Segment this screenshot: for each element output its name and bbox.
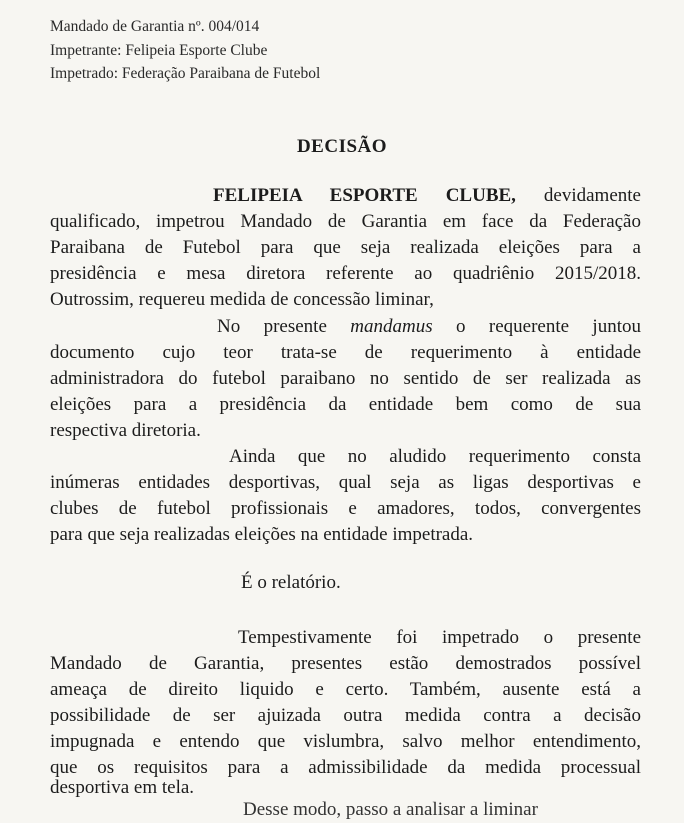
plaintiff: Impetrante: Felipeia Esporte Clube [50,42,268,59]
paragraph-3-line-3: clubes de futebol profissionais e amadores, todos, convergentes [50,498,641,519]
paragraph-1-line-1 [213,183,641,209]
paragraph-4-line-3: ameaça de direito liquido e certo. Também, ausente está a [50,679,641,700]
paragraph-2-post: o requerente juntou [432,316,641,337]
paragraph-2-line-3: administradora do futebol paraibano no sentido de ser realizada as [50,368,641,389]
paragraph-4-line-4: possibilidade de ser ajuizada outra medida contra a decisão [50,705,641,726]
cut-off-line: Desse modo, passo a analisar a liminar [243,799,538,820]
paragraph-1-line-4: presidência e mesa diretora referente ao quadriênio 2015/2018. [50,263,641,284]
defendant: Impetrado: Federação Paraibana de Futebol [50,65,321,82]
club-name: FELIPEIA ESPORTE CLUBE, [213,185,516,206]
paragraph-2-line-5: respectiva diretoria. [50,420,201,441]
case-number: Mandado de Garantia nº. 004/014 [50,18,260,35]
paragraph-3-line-4: para que seja realizadas eleições na entidade impetrada. [50,524,474,545]
paragraph-4-line-5: impugnada e entendo que vislumbra, salvo melhor entendimento, [50,731,641,752]
paragraph-1-line-3: Paraibana de Futebol para que seja realizada eleições para a [50,237,641,258]
paragraph-4-line-1: Tempestivamente foi impetrado o presente [238,627,641,648]
paragraph-4-line-7: desportiva em tela. [50,777,195,798]
decision-title: DECISÃO [296,136,388,157]
paragraph-1-line-5: Outrossim, requereu medida de concessão liminar, [50,289,434,310]
paragraph-1-line-2: qualificado, impetrou Mandado de Garantia em face da Federação [50,211,641,232]
paragraph-1-line-1-rest: devidamente [515,185,641,206]
paragraph-2-pre: No presente [217,316,351,337]
paragraph-3-line-2: inúmeras entidades desportivas, qual seja as ligas desportivas e [50,472,641,493]
relatorio-heading: É o relatório. [241,572,341,593]
paragraph-2-line-4: eleições para a presidência da entidade bem como de sua [50,394,641,415]
paragraph-2-line-2: documento cujo teor trata-se de requerimento à entidade [50,342,641,363]
paragraph-4-line-2: Mandado de Garantia, presentes estão demostrados possível [50,653,641,674]
paragraph-3-line-1: Ainda que no aludido requerimento consta [229,446,641,467]
mandamus-term: mandamus [350,316,433,337]
paragraph-2-line-1 [217,314,641,340]
paragraph-4-line-6: que os requisitos para a admissibilidade da medida processual [50,757,641,778]
